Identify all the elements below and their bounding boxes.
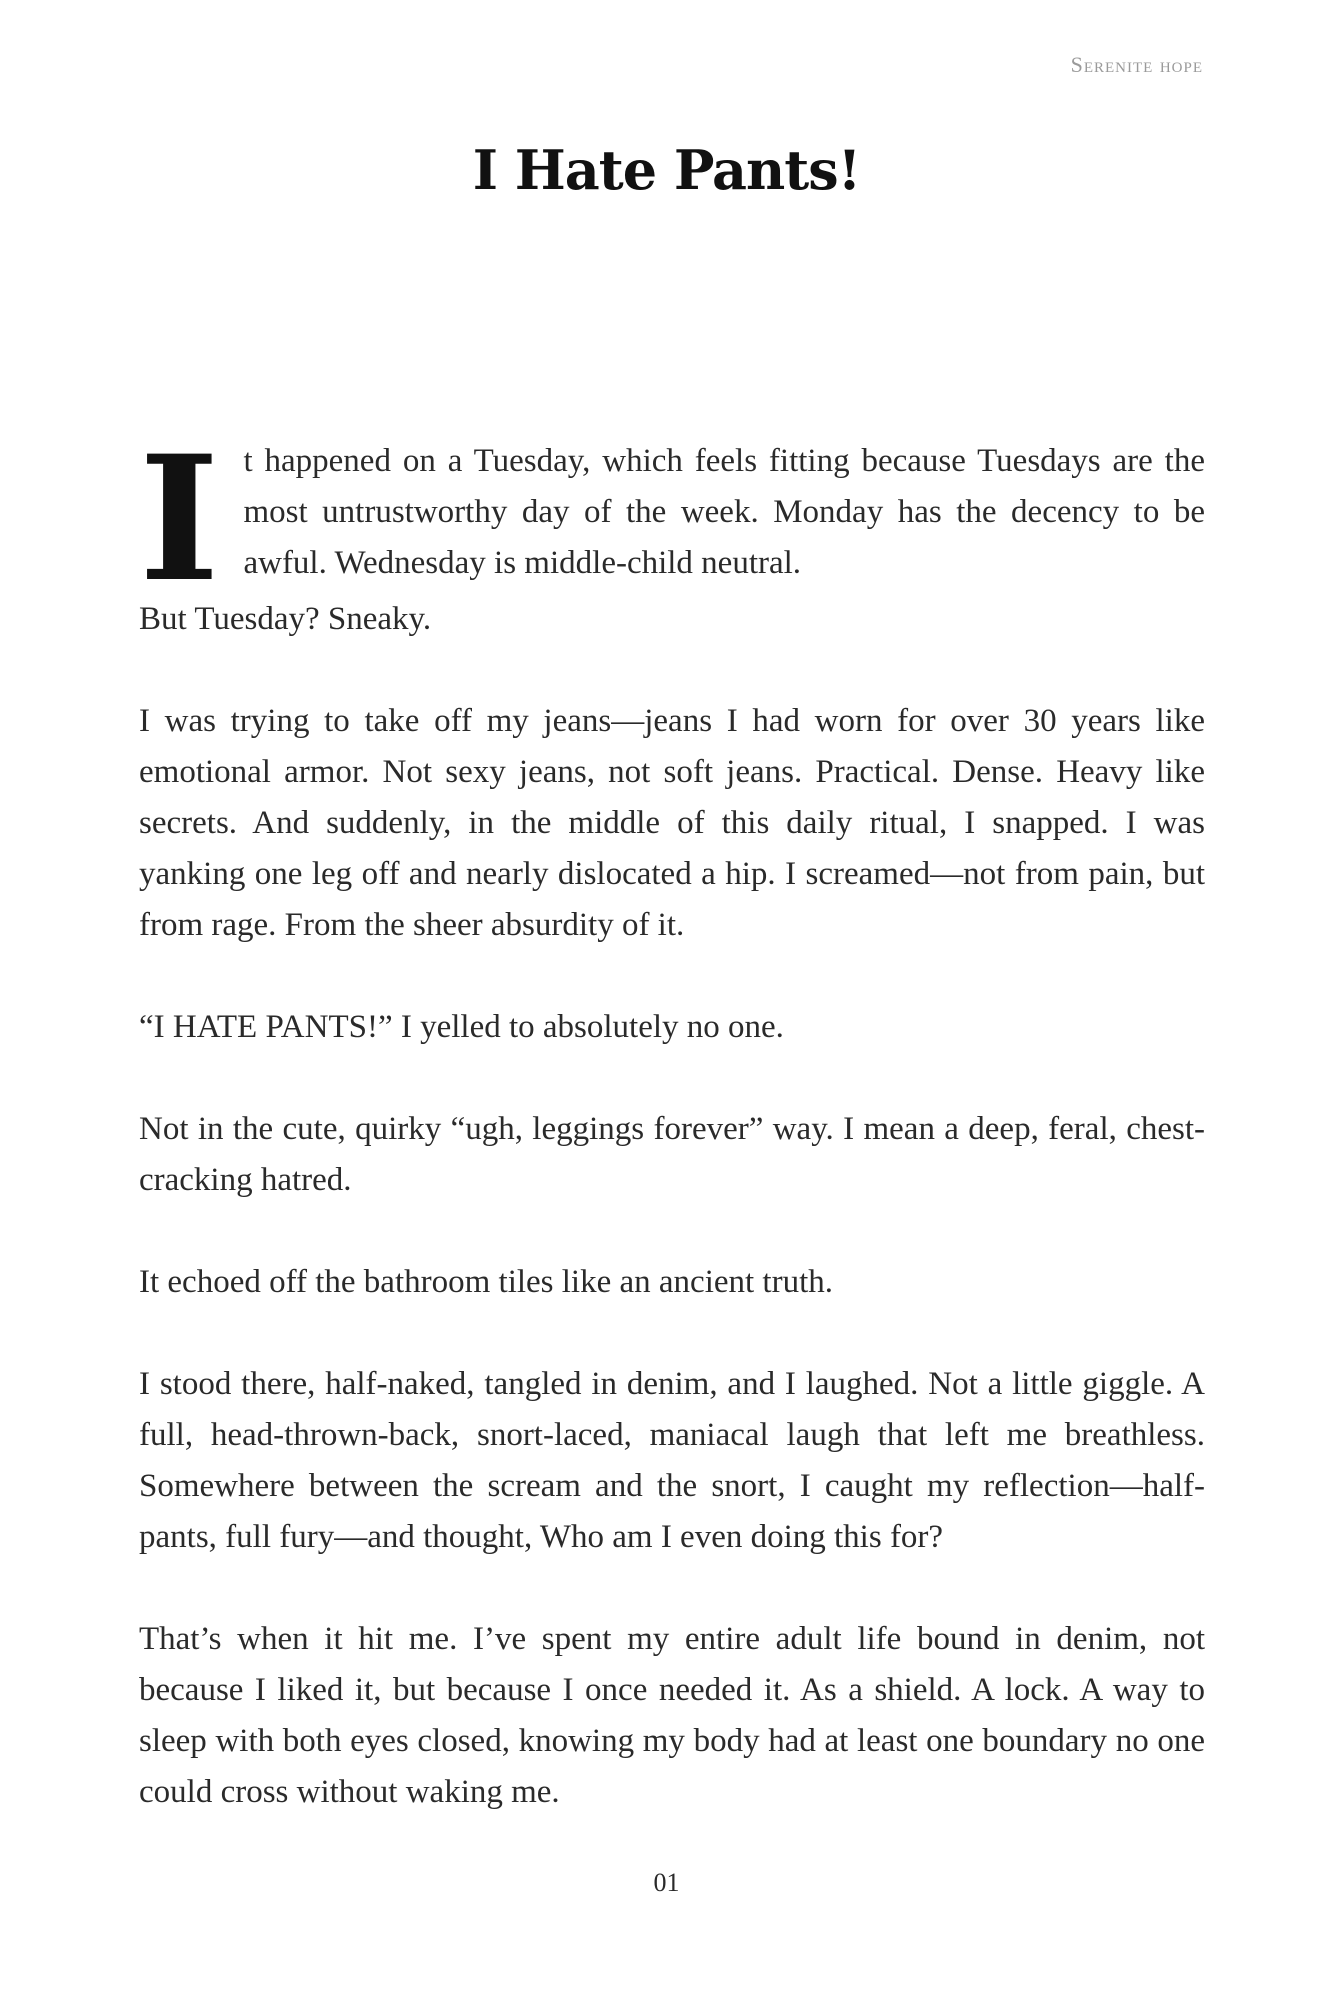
paragraph-2: I was trying to take off my jeans—jeans I had worn for over 30 years like emotional armor. Not sexy jeans, not soft jeans. Practical. Dense. Heavy like secrets. And suddenly, in the middle of this daily ritual, I snapped. I was yanking one leg off and nearly dislocated a hip. I screamed—not from pain, but from rage. From the sheer absurdity of it. — [139, 703, 1205, 943]
first-paragraph-lead: t happened on a Tuesday, which feels fitting because Tuesdays are the most untrustworthy day of the week. Monday has the decency to be awful. Wednesday is middle-child neutral. — [243, 443, 1205, 581]
first-paragraph-tail: But Tuesday? Sneaky. — [139, 601, 432, 637]
paragraph-3: “I HATE PANTS!” I yelled to absolutely no one. — [139, 1009, 784, 1045]
paragraph-7: That’s when it hit me. I’ve spent my entire adult life bound in denim, not because I liked it, but because I once needed it. As a shield. A lock. A way to sleep with both eyes closed, knowing my body had at least one boundary no one could cross without waking me. — [139, 1621, 1205, 1810]
paragraph-5: It echoed off the bathroom tiles like an ancient truth. — [139, 1264, 833, 1300]
paragraph-4: Not in the cute, quirky “ugh, leggings forever” way. I mean a deep, feral, chest-cracking hatred. — [139, 1111, 1205, 1198]
chapter-title: I Hate Pants! — [472, 138, 861, 202]
paragraph-6: I stood there, half-naked, tangled in denim, and I laughed. Not a little giggle. A full, head-thrown-back, snort-laced, maniacal laugh that left me breathless. Somewhere between the scream and the snort, I caught my reflection—half-pants, full fury—and thought, Who am I even doing this for? — [139, 1366, 1205, 1555]
body-text — [139, 417, 1205, 1869]
running-head: Serenite hope — [1070, 52, 1203, 77]
page-number: 01 — [653, 1868, 680, 1897]
drop-cap: I — [139, 417, 220, 620]
